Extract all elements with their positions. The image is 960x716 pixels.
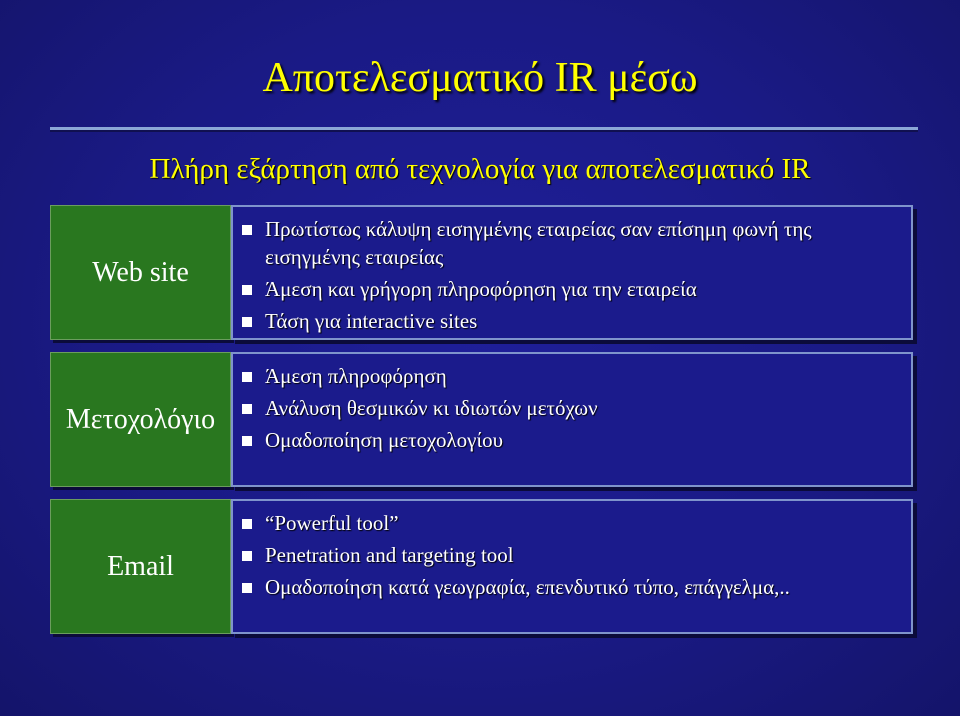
section-label-web-site	[50, 205, 231, 340]
list-item	[242, 362, 911, 394]
list-item	[242, 426, 911, 458]
list-item-text: Άμεση πληροφόρηση	[265, 364, 447, 388]
list-item	[242, 573, 911, 605]
list-item	[242, 307, 911, 339]
section-content-email	[231, 499, 913, 634]
list-item-text: Ανάλυση θεσμικών κι ιδιωτών μετόχων	[265, 396, 598, 420]
list-item-text: Άμεση και γρήγορη πληροφόρηση για την εταιρεία	[265, 277, 697, 301]
list-item-text: Τάση για interactive sites	[265, 309, 478, 333]
section-content-web-site	[231, 205, 913, 340]
section-label-email	[50, 499, 231, 634]
square-bullet-icon	[242, 225, 252, 235]
slide-title: Αποτελεσματικό IR μέσω	[262, 55, 698, 101]
square-bullet-icon	[242, 285, 252, 295]
square-bullet-icon	[242, 404, 252, 414]
list-item	[242, 275, 911, 307]
section-label-text: Email	[107, 550, 174, 582]
square-bullet-icon	[242, 372, 252, 382]
section-label-shareholder-register	[50, 352, 231, 487]
square-bullet-icon	[242, 519, 252, 529]
list-item	[242, 541, 911, 573]
square-bullet-icon	[242, 551, 252, 561]
list-item	[242, 394, 911, 426]
list-item-text: Ομαδοποίηση κατά γεωγραφία, επενδυτικό τύπο, επάγγελμα,..	[265, 575, 790, 599]
section-content-shareholder-register	[231, 352, 913, 487]
square-bullet-icon	[242, 583, 252, 593]
list-item	[242, 509, 911, 541]
square-bullet-icon	[242, 436, 252, 446]
list-item	[242, 215, 911, 271]
slide-subtitle: Πλήρη εξάρτηση από τεχνολογία για αποτελεσματικό IR	[149, 153, 811, 185]
list-item-text: “Powerful tool”	[265, 511, 399, 535]
list-item-text: Penetration and targeting tool	[265, 543, 514, 567]
title-divider	[50, 127, 918, 132]
section-label-text: Web site	[92, 256, 189, 288]
section-label-text: Μετοχολόγιο	[65, 403, 216, 435]
square-bullet-icon	[242, 317, 252, 327]
list-item-text: Πρωτίστως κάλυψη εισηγμένης εταιρείας σαν επίσημη φωνή της εισηγμένης εταιρείας	[265, 217, 812, 269]
list-item-text: Ομαδοποίηση μετοχολογίου	[265, 428, 503, 452]
